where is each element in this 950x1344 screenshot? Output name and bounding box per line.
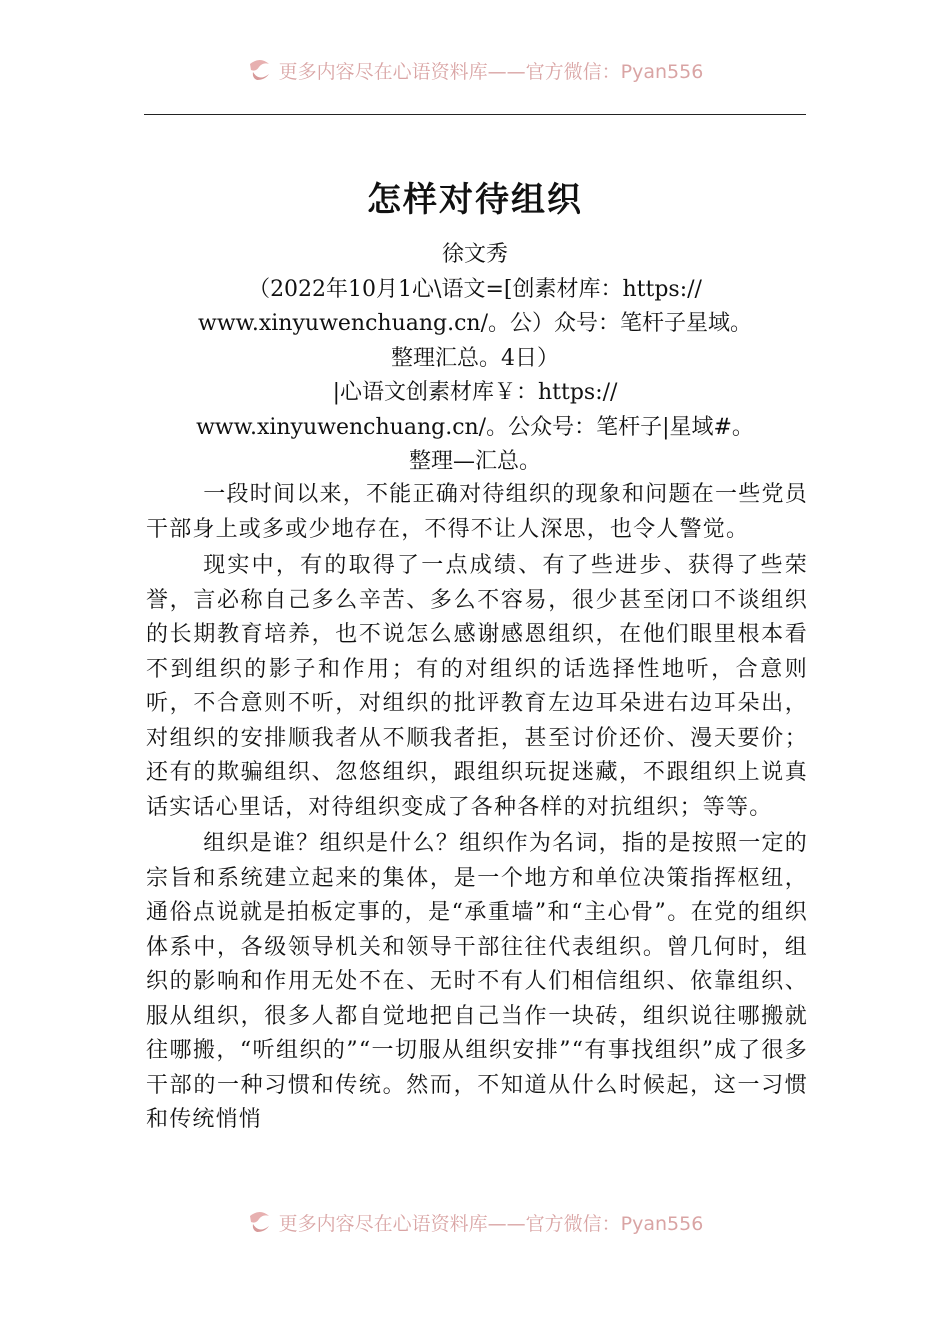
- body-paragraph: 组织是谁？组织是什么？组织作为名词，指的是按照一定的宗旨和系统建立起来的集体，是一个地方和单位决策指挥枢纽，通俗点说就是拍板定事的，是“承重墙”和“主心骨”。在党的组织体系中，各级领导机关和领导干部往往代表组织。曾几何时，组织的影响和作用无处不在、无时不有人们相信组织、依靠组织、服从组织，很多人都自觉地把自己当作一块砖，组织说往哪搬就往哪搬，“听组织的”“一切服从组织安排”“有事找组织”成了很多干部的一种习惯和传统。然而，不知道从什么时候起，这一习惯和传统悄悄: [146, 831, 808, 1132]
- header-rule: [144, 114, 806, 115]
- meta-line: www.xinyuwenchuang.cn/。公）众号：笔杆子星域。: [197, 311, 753, 336]
- body-paragraph: 现实中，有的取得了一点成绩、有了些进步、获得了些荣誉，言必称自己多么辛苦、多么不容易，很少甚至闭口不谈组织的长期教育培养，也不说怎么感谢感恩组织，在他们眼里根本看不到组织的影子和作用；有的对组织的话选择性地听，合意则听，不合意则不听，对组织的批评教育左边耳朵进右边耳朵出，对组织的安排顺我者从不顺我者拒，甚至讨价还价、漫天要价；还有的欺骗组织、忽悠组织，跟组织玩捉迷藏，不跟组织上说真话实话心里话，对待组织变成了各种各样的对抗组织；等等。: [146, 553, 808, 820]
- footer-watermark: [0, 1207, 950, 1237]
- meta-line: 整理—汇总。: [408, 449, 541, 474]
- document-meta: [144, 238, 806, 480]
- meta-line: （2022年10月1心\语文=[创素材库：https://: [248, 276, 702, 302]
- watermark-logo-icon: [247, 58, 273, 82]
- watermark-logo-icon: [247, 1210, 273, 1234]
- document-body: [146, 478, 808, 1140]
- meta-line: 整理汇总。4日）: [391, 345, 559, 371]
- body-paragraph: 一段时间以来，不能正确对待组织的现象和问题在一些党员干部身上或多或少地存在，不得不让人深思，也令人警觉。: [146, 482, 808, 542]
- document-title: 怎样对待组织: [367, 180, 583, 220]
- footer-watermark-text: 更多内容尽在心语资料库——官方微信：Pyan556: [278, 1212, 704, 1235]
- author-line: 徐文秀: [441, 242, 508, 267]
- meta-line: www.xinyuwenchuang.cn/。公众号：笔杆子|星域#。: [196, 414, 754, 440]
- header-watermark-text: 更多内容尽在心语资料库——官方微信：Pyan556: [278, 60, 704, 83]
- header-watermark: [0, 55, 950, 85]
- meta-line: |心语文创素材库￥：https://: [332, 380, 618, 405]
